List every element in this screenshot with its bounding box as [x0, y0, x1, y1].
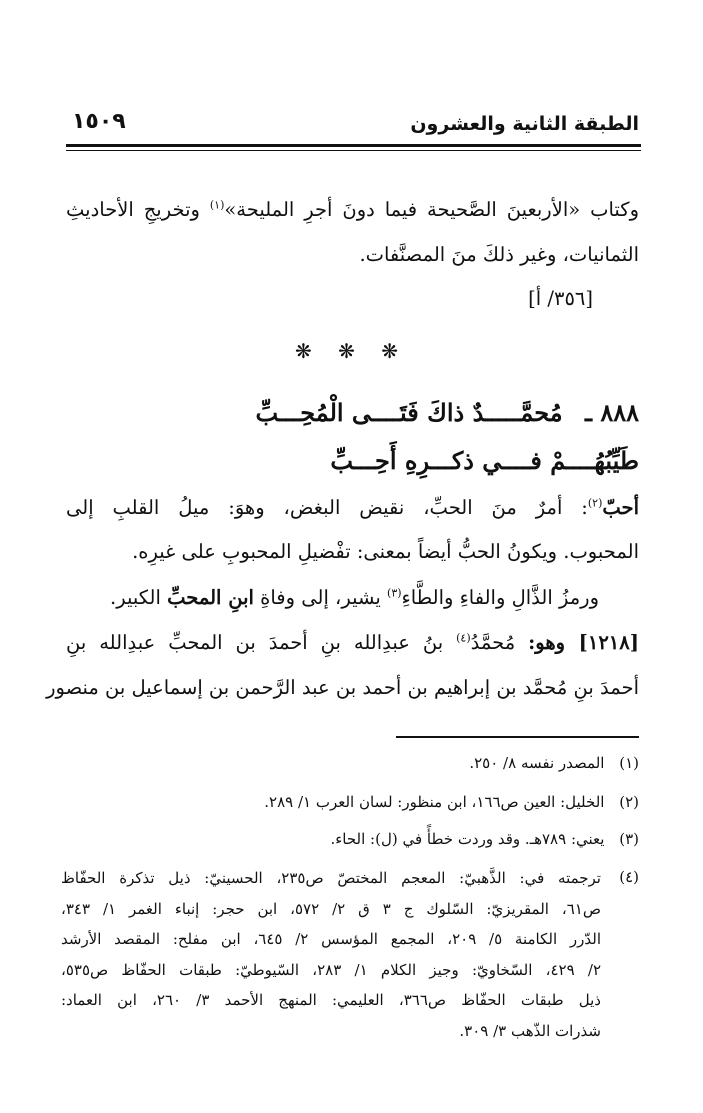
footnote-2 [264, 793, 639, 811]
footnote-rule [396, 736, 639, 738]
footnote-mark-2[interactable]: (٢) [587, 496, 603, 510]
symbol-text-c: الكبير. [110, 586, 168, 609]
poem-line-1 [256, 398, 639, 427]
intro-text-a: وكتاب «الأربعينَ الصَّحيحة فيما دونَ أجرِ المليحة» [224, 198, 639, 221]
footnote-1-number: (١) [619, 754, 639, 772]
definition-headword: أحبّ [602, 496, 639, 519]
footnote-2-text: الخليل: العين ص١٦٦، ابن منظور: لسان العرب ١/ ٢٨٩. [264, 793, 605, 811]
header-rule-thick [66, 144, 641, 147]
poem-hemistich-2: طَيِّبُهُــــمْ فــــي ذكـــرِهِ أَحِـــبِّ [330, 446, 639, 475]
section-separator: ❋ ❋ ❋ [295, 339, 408, 363]
folio-reference: [٣٥٦/ أ] [528, 287, 593, 310]
intro-line-2: الثمانيات، وغير ذلكَ منَ المصنَّفات. [359, 243, 639, 266]
footnote-4-line: شذرات الذّهب ٣/ ٣٠٩. [459, 1021, 601, 1040]
running-header-title: الطبقة الثانية والعشرون [410, 113, 639, 135]
footnote-3-text: يعني: ٧٨٩هـ. وقد وردت خطأً في (ل): الحاء. [330, 830, 605, 848]
intro-line-1 [66, 198, 639, 221]
footnote-4-line: ص٦١، المقريزيّ: السّلوك ج ٣ ق ٢/ ٥٧٢، ابن حجر: إنباء الغمر ١/ ٣٤٣، [61, 899, 601, 918]
footnote-4-line: ذيل طبقات الحفّاظ ص٣٦٦، العليمي: المنهج الأحمد ٣/ ٢٦٠، ابن العماد: [61, 991, 601, 1009]
intro-text-b: وتخريجِ الأحاديثِ [66, 198, 210, 221]
biography-line-2: أحمدَ بنِ مُحمَّد بن إبراهيم بن أحمد بن عبد الرَّحمن بن إسماعيل بن منصور [46, 676, 639, 699]
symbol-text-bold: ابنِ المحبِّ [167, 586, 254, 609]
page-number: ١٥٠٩ [72, 109, 126, 134]
footnote-4-number: (٤) [619, 868, 639, 886]
footnote-2-number: (٢) [619, 793, 639, 811]
footnote-1 [469, 754, 639, 772]
footnote-mark-3[interactable]: (٣) [387, 586, 402, 600]
symbol-line [110, 586, 599, 609]
biography-text: بنُ عبدِالله بنِ أحمدَ بن المحبِّ عبدِالله بنِ [66, 631, 457, 654]
biography-name: مُحمَّدُ [470, 631, 529, 654]
symbol-text-b: يشير، إلى وفاةِ [253, 586, 388, 609]
footnote-4-line: ٢/ ٤٢٩، السّخاويّ: وجيز الكلام ١/ ٢٨٣، السّيوطيّ: طبقات الحفّاظ ص٥٣٥، [61, 960, 601, 979]
symbol-text-a: ورمزُ الذَّالِ والفاءِ والطَّاءِ [401, 586, 599, 609]
footnote-4-line: الدّرر الكامنة ٥/ ٢٠٩، المجمع المؤسس ٢/ ٦٤٥، ابن مفلح: المقصد الأرشد [61, 930, 601, 948]
definition-line-1 [66, 496, 639, 519]
entry-number: ٨٨٨ ـ [584, 398, 639, 427]
definition-line-2: المحبوب. ويكونُ الحبُّ أيضاً بمعنى: تفْضيلِ المحبوبِ على غيرِه. [132, 540, 639, 563]
biography-line-1 [66, 631, 639, 654]
biography-number: [١٢١٨] وهو: [528, 631, 639, 654]
footnote-1-text: المصدر نفسه ٨/ ٢٥٠. [469, 754, 605, 772]
footnote-mark-1[interactable]: (١) [209, 198, 225, 212]
footnote-4-line: ترجمته في: الذَّهبيّ: المعجم المختصّ ص٢٣٥، الحسينيّ: ذيل تذكرة الحفّاظ [61, 869, 601, 887]
footnote-mark-4[interactable]: (٤) [456, 631, 471, 645]
definition-text: : أمرٌ منَ الحبِّ، نقيض البغض، وهوَ: ميلُ القلبِ إلى [66, 496, 588, 519]
footnote-3 [330, 830, 639, 848]
header-rule-thin [66, 150, 641, 151]
footnote-3-number: (٣) [619, 830, 639, 848]
footnote-4-body [61, 863, 601, 1046]
poem-hemistich-1: مُحمَّـــــدٌ ذاكَ فَتَــــى الْمُحِـــبِّ [255, 398, 563, 427]
